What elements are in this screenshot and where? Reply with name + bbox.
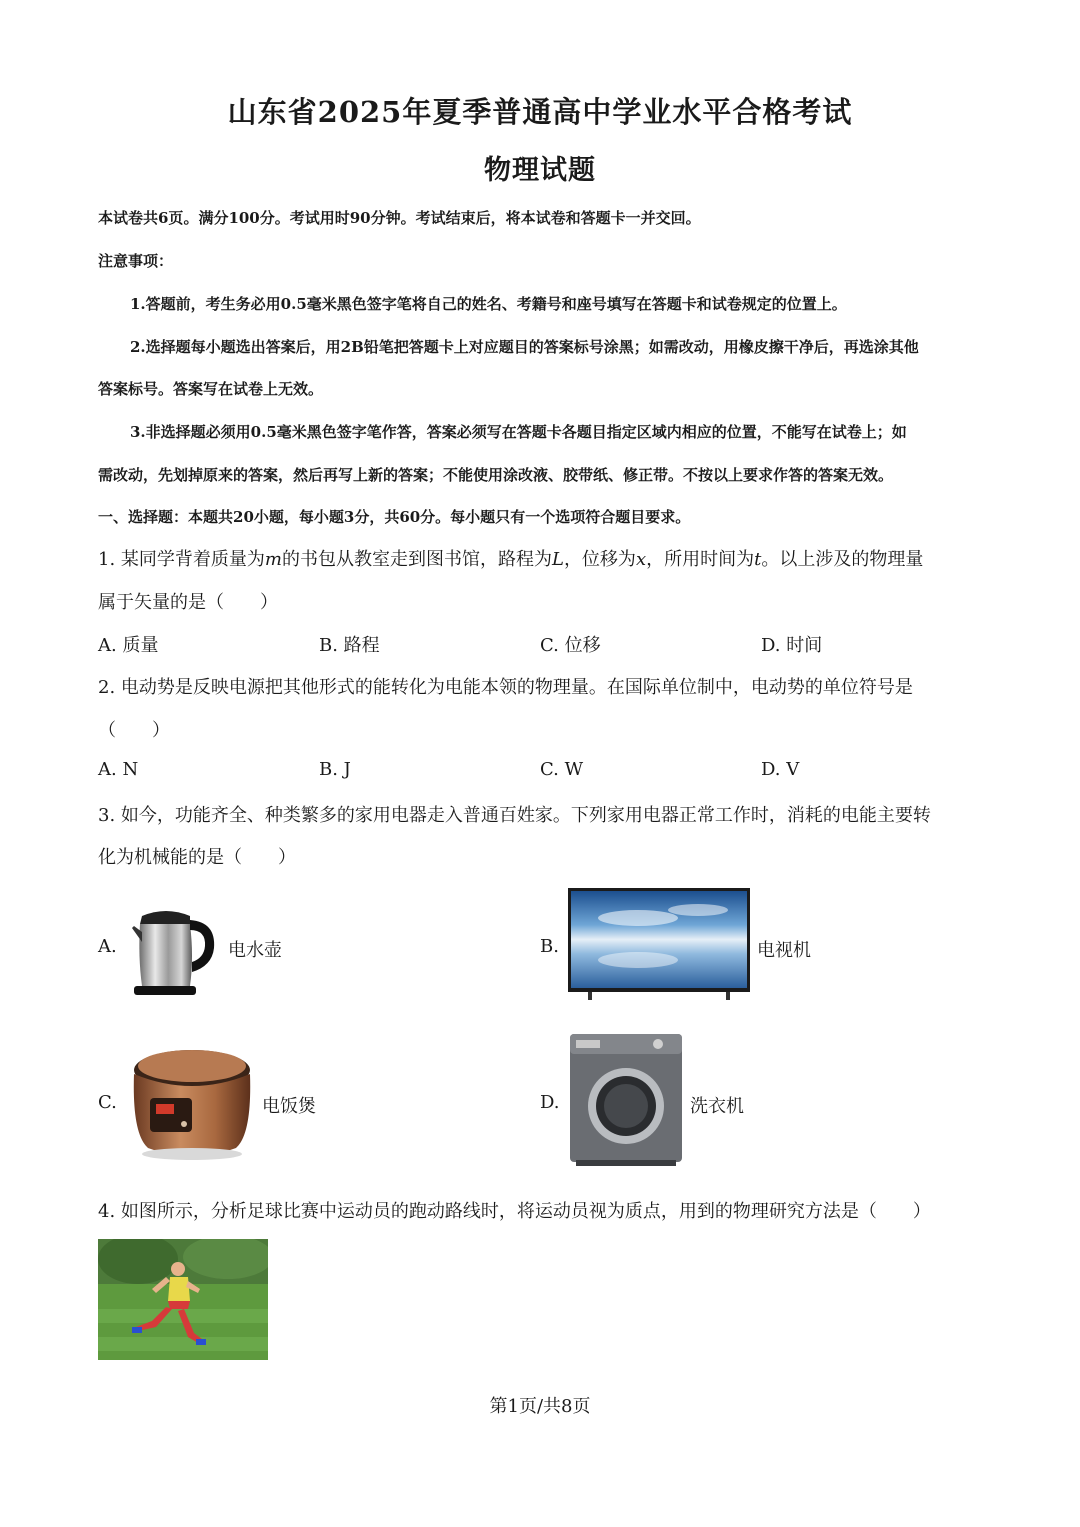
q1-text-b: 的书包从教室走到图书馆，路程为 bbox=[281, 549, 552, 570]
notice-heading: 注意事项： bbox=[98, 252, 174, 270]
q1-var-m: m bbox=[264, 549, 282, 570]
intro-text: 本试卷共6页。满分100分。考试用时90分钟。考试结束后，将本试卷和答题卡一并交回。 bbox=[98, 209, 701, 227]
q1-text-a: 1. 某同学背着质量为 bbox=[98, 549, 265, 570]
page-footer: 第1页/共8页 bbox=[489, 1396, 591, 1417]
q3-option-c-letter: C. bbox=[98, 1092, 117, 1113]
exam-subtitle: 物理试题 bbox=[484, 155, 596, 186]
section-heading: 一、选择题：本题共20小题，每小题3分，共60分。每小题只有一个选项符合题目要求。 bbox=[98, 508, 691, 526]
exam-title: 山东省2025年夏季普通高中学业水平合格考试 bbox=[227, 95, 853, 129]
soccer-player-photo bbox=[98, 1239, 268, 1360]
q2-option-a: A. N bbox=[98, 759, 139, 780]
question-2-cont: （ ） bbox=[98, 720, 170, 741]
q1-var-t: t bbox=[754, 549, 762, 570]
washing-machine-icon bbox=[566, 1032, 686, 1168]
notice-item-2-cont: 答案标号。答案写在试卷上无效。 bbox=[98, 380, 324, 398]
q3-option-b-label: 电视机 bbox=[757, 940, 811, 961]
q1-text-e: 。以上涉及的物理量 bbox=[761, 549, 924, 570]
television-icon bbox=[568, 888, 750, 1002]
electric-kettle-icon bbox=[128, 902, 218, 996]
q2-option-b: B. J bbox=[319, 759, 351, 780]
q3-option-d-label: 洗衣机 bbox=[690, 1096, 744, 1117]
q1-option-d: D. 时间 bbox=[761, 635, 823, 656]
q1-var-L: L bbox=[551, 549, 564, 570]
question-3: 3. 如今，功能齐全、种类繁多的家用电器走入普通百姓家。下列家用电器正常工作时，消耗的电能主要转 bbox=[98, 805, 931, 826]
q3-option-d-letter: D. bbox=[540, 1092, 560, 1113]
q1-option-a: A. 质量 bbox=[98, 635, 159, 656]
q1-text-d: ，所用时间为 bbox=[646, 549, 755, 570]
q3-option-c-label: 电饭煲 bbox=[262, 1096, 316, 1117]
q1-var-x: x bbox=[635, 549, 647, 570]
q1-option-b: B. 路程 bbox=[319, 635, 380, 656]
question-1 bbox=[98, 545, 923, 571]
notice-item-2: 2.选择题每小题选出答案后，用2B铅笔把答题卡上对应题目的答案标号涂黑；如需改动，用橡皮擦干净后，再选涂其他 bbox=[130, 338, 919, 356]
notice-item-3: 3.非选择题必须用0.5毫米黑色签字笔作答，答案必须写在答题卡各题目指定区域内相应的位置，不能写在试卷上；如 bbox=[130, 423, 907, 441]
question-2: 2. 电动势是反映电源把其他形式的能转化为电能本领的物理量。在国际单位制中，电动势的单位符号是 bbox=[98, 677, 913, 698]
question-4: 4. 如图所示，分析足球比赛中运动员的跑动路线时，将运动员视为质点，用到的物理研究方法是（ ） bbox=[98, 1201, 931, 1222]
q1-text-c: ，位移为 bbox=[563, 549, 636, 570]
question-3-cont: 化为机械能的是（ ） bbox=[98, 847, 296, 868]
notice-item-3-cont: 需改动，先划掉原来的答案，然后再写上新的答案；不能使用涂改液、胶带纸、修正带。不按以上要求作答的答案无效。 bbox=[98, 466, 894, 484]
question-1-cont: 属于矢量的是（ ） bbox=[98, 592, 278, 613]
q2-option-c: C. W bbox=[540, 759, 584, 780]
q3-option-a-letter: A. bbox=[98, 936, 117, 957]
q2-option-d: D. V bbox=[761, 759, 800, 780]
rice-cooker-icon bbox=[128, 1044, 256, 1162]
notice-item-1: 1.答题前，考生务必用0.5毫米黑色签字笔将自己的姓名、考籍号和座号填写在答题卡和试卷规定的位置上。 bbox=[130, 295, 847, 313]
q1-option-c: C. 位移 bbox=[540, 635, 601, 656]
q3-option-b-letter: B. bbox=[540, 936, 559, 957]
q3-option-a-label: 电水壶 bbox=[228, 940, 282, 961]
